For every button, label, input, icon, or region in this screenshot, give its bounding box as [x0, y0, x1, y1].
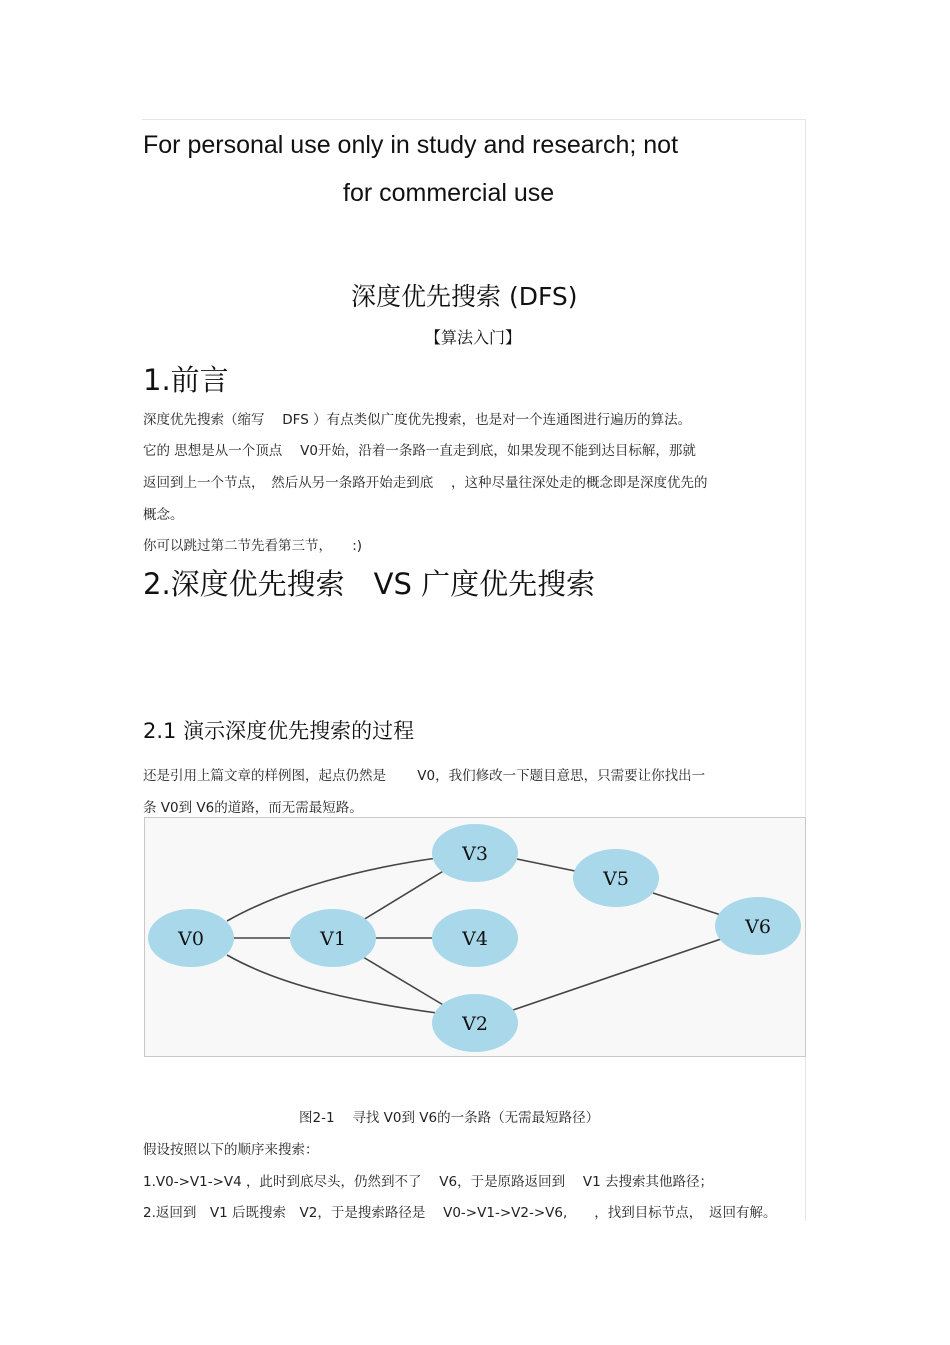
notice-line-2: for commercial use	[343, 179, 555, 207]
section-2-1-paragraph-line-2: 条 V0到 V6的道路，而无需最短路。	[143, 800, 363, 816]
graph-figure	[144, 817, 806, 1057]
node-v3-label: V3	[462, 843, 488, 865]
section-1-paragraph-line-1: 深度优先搜索（缩写 DFS ）有点类似广度优先搜索，也是对一个连通图进行遍历的算法。	[143, 412, 692, 428]
node-v4-label: V4	[462, 928, 488, 950]
notice-line-1: For personal use only in study and research; not	[143, 131, 679, 159]
search-intro: 假设按照以下的顺序来搜索：	[143, 1142, 319, 1158]
edge-v3-v5	[517, 859, 575, 871]
section-1-paragraph-line-3: 返回到上一个节点， 然后从另一条路开始走到底 ，这种尽量往深处走的概念即是深度优先的	[143, 475, 708, 491]
node-v1-label: V1	[320, 928, 346, 950]
section-1-paragraph-line-2: 它的 思想是从一个顶点 V0开始，沿着一条路一直走到底，如果发现不能到达目标解，那就	[143, 443, 696, 459]
figure-caption: 图2-1 寻找 V0到 V6的一条路（无需最短路径）	[299, 1110, 600, 1126]
edge-v2-v6	[513, 939, 721, 1010]
edge-v1-v3	[363, 870, 445, 920]
section-2-heading: 2.深度优先搜索 VS 广度优先搜索	[143, 567, 596, 601]
graph-diagram	[145, 818, 805, 1056]
section-1-paragraph-line-5: 你可以跳过第二节先看第三节， :)	[143, 538, 363, 554]
section-2-1-paragraph-line-1: 还是引用上篇文章的样例图，起点仍然是 V0，我们修改一下题目意思，只需要让你找出一	[143, 768, 706, 784]
edge-v1-v2	[363, 957, 445, 1006]
search-step-2: 2.返回到 V1 后既搜索 V2，于是搜索路径是 V0->V1->V2->V6, ，找到目标节点， 返回有解。	[143, 1205, 777, 1221]
node-v5-label: V5	[603, 868, 629, 890]
section-2-1-heading: 2.1 演示深度优先搜索的过程	[143, 719, 415, 743]
section-1-paragraph-line-4: 概念。	[143, 507, 184, 523]
page-subtitle: 【算法入门】	[425, 328, 522, 347]
node-v0-label: V0	[178, 928, 204, 950]
section-1-heading: 1.前言	[143, 363, 229, 397]
node-v2-label: V2	[462, 1013, 488, 1035]
search-step-1: 1.V0->V1->V4 ，此时到底尽头，仍然到不了 V6，于是原路返回到 V1 去搜索其他路径；	[143, 1174, 714, 1190]
edge-v5-v6	[653, 893, 721, 915]
node-v6-label: V6	[745, 916, 771, 938]
page-title: 深度优先搜索 (DFS)	[351, 282, 578, 311]
